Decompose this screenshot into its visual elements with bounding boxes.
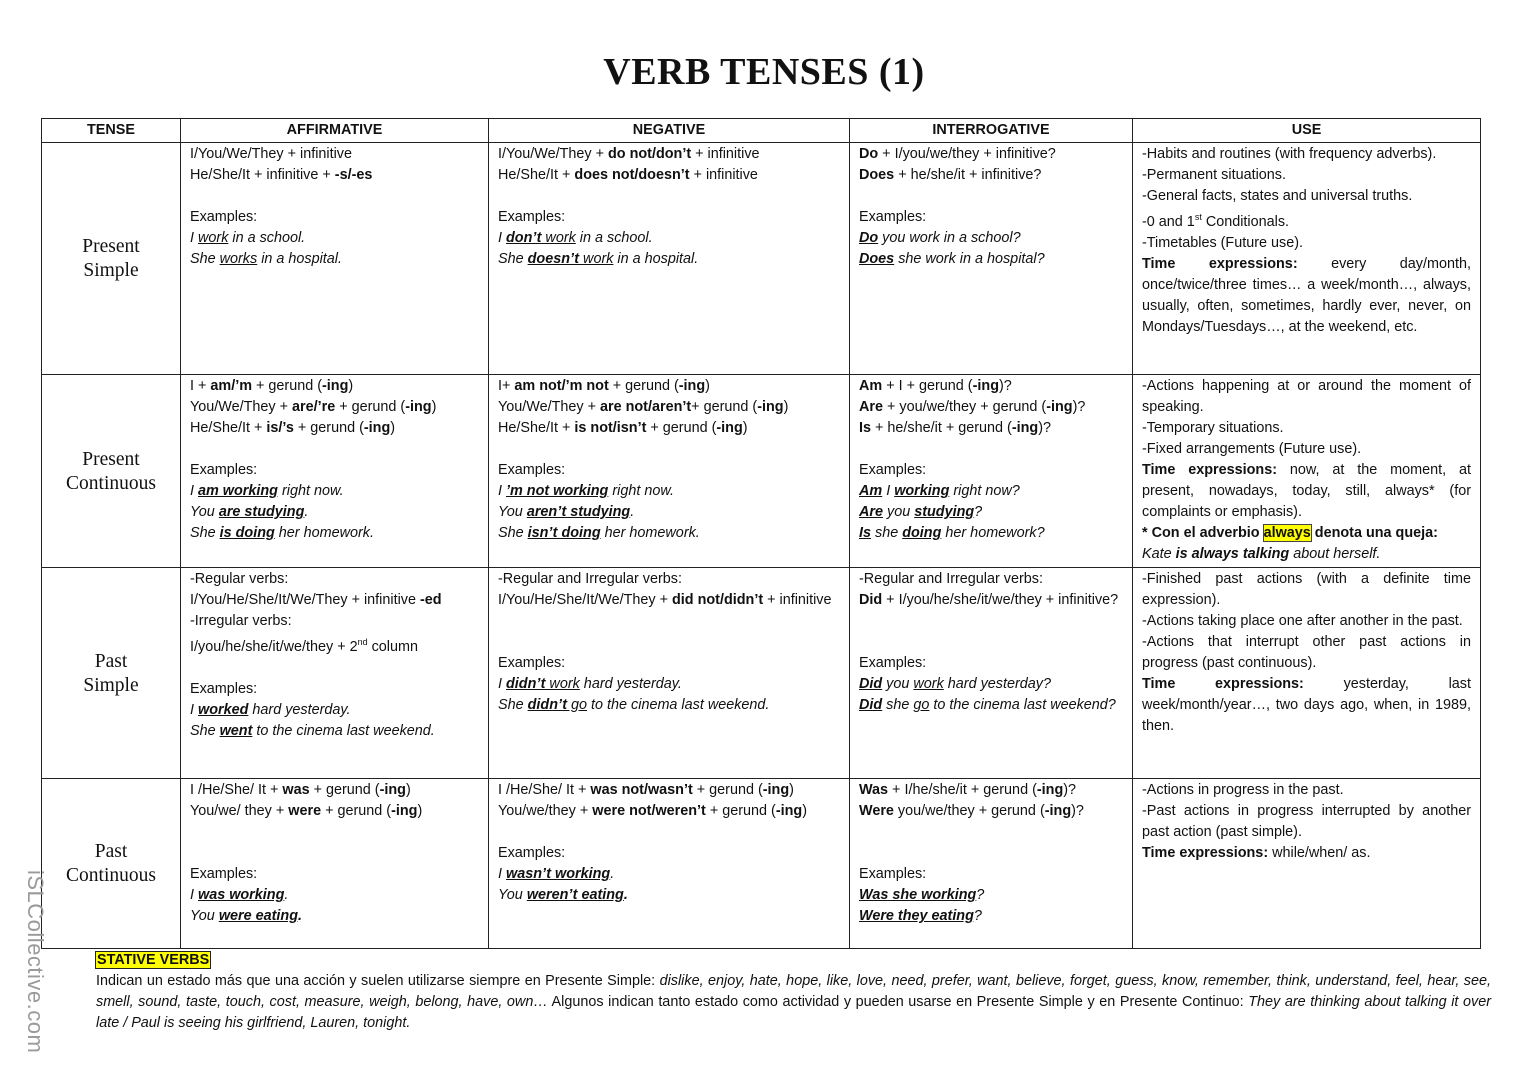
use-cell: -Actions in progress in the past. -Past actions in progress interrupted by another past action (past simple). Time expressions: while/when/ as. bbox=[1133, 779, 1481, 949]
interrogative-cell: Do + I/you/we/they + infinitive? Does + he/she/it + infinitive? Examples: Do you work in a school? Does she work in a hospital? bbox=[850, 143, 1133, 375]
use-cell: -Finished past actions (with a definite time expression). -Actions taking place one after another in the past. -Actions that interrupt other past actions in progress (past continuous). Time expressions: yesterday, last week/month/year…, two days ago, when, in 1989, then. bbox=[1133, 568, 1481, 779]
negative-cell: I /He/She/ It + was not/wasn’t + gerund (-ing) You/we/they + were not/weren’t + gerund (-ing) Examples: I wasn’t working. You weren’t eating. bbox=[489, 779, 850, 949]
header-tense: TENSE bbox=[42, 119, 181, 143]
watermark: iSLCollective.com bbox=[23, 870, 48, 1054]
negative-cell: -Regular and Irregular verbs: I/You/He/She/It/We/They + did not/didn’t + infinitive Examples: I didn’t work hard yesterday. She didn’t go to the cinema last weekend. bbox=[489, 568, 850, 779]
tense-name-present-continuous: Present Continuous bbox=[42, 375, 181, 568]
affirmative-cell: I + am/’m + gerund (-ing) You/We/They + are/’re + gerund (-ing) He/She/It + is/’s + gerund (-ing) Examples: I am working right now. You are studying. She is doing her homework. bbox=[181, 375, 489, 568]
header-affirmative: AFFIRMATIVE bbox=[181, 119, 489, 143]
verb-tenses-table bbox=[41, 118, 1481, 949]
header-use: USE bbox=[1133, 119, 1481, 143]
page-title: VERB TENSES (1) bbox=[603, 51, 925, 93]
affirmative-cell: I /He/She/ It + was + gerund (-ing) You/we/ they + were + gerund (-ing) Examples: I was working. You were eating. bbox=[181, 779, 489, 949]
table-row bbox=[42, 143, 1481, 375]
stative-examples: They are thinking about talking it over late / Paul is seeing his girlfriend, Lauren, tonight. bbox=[96, 994, 1491, 1031]
negative-cell: I/You/We/They + do not/don’t + infinitive He/She/It + does not/doesn’t + infinitive Examples: I don’t work in a school. She doesn’t work in a hospital. bbox=[489, 143, 850, 375]
tense-name-past-continuous: Past Continuous bbox=[42, 779, 181, 949]
affirmative-cell: I/You/We/They + infinitive He/She/It + infinitive + -s/-es Examples: I work in a school. She works in a hospital. bbox=[181, 143, 489, 375]
interrogative-cell: Am + I + gerund (-ing)? Are + you/we/they + gerund (-ing)? Is + he/she/it + gerund (-ing)? Examples: Am I working right now? Are you studying? Is she doing her homework? bbox=[850, 375, 1133, 568]
affirmative-cell: -Regular verbs: I/You/He/She/It/We/They + infinitive -ed -Irregular verbs: I/you/he/she/it/we/they + 2nd column Examples: I worked hard yesterday. She went to the cinema last weekend. bbox=[181, 568, 489, 779]
tense-name-past-simple: Past Simple bbox=[42, 568, 181, 779]
table-row bbox=[42, 375, 1481, 568]
use-cell: -Actions happening at or around the moment of speaking. -Temporary situations. -Fixed arrangements (Future use). Time expressions: now, at the moment, at present, nowadays, today, still, always* (for complaints or emphasis). * Con el adverbio always denota una queja: Kate is always talking about herself. bbox=[1133, 375, 1481, 568]
negative-cell: I+ am not/’m not + gerund (-ing) You/We/They + are not/aren’t+ gerund (-ing) He/She/It + is not/isn’t + gerund (-ing) Examples: I ’m not working right now. You aren’t studying. She isn’t doing her homework. bbox=[489, 375, 850, 568]
stative-verbs-heading: STATIVE VERBS bbox=[97, 952, 210, 968]
table-header-row bbox=[42, 119, 1481, 143]
tense-name-present-simple: Present Simple bbox=[42, 143, 181, 375]
stative-verbs-list: dislike, enjoy, hate, hope, like, love, need, prefer, want, believe, forget, guess, know, remember, think, understand, feel, hear, see, smell, sound, taste, touch, cost, measure, weigh, belong, have, own… bbox=[96, 973, 1491, 1010]
interrogative-cell: Was + I/he/she/it + gerund (-ing)? Were you/we/they + gerund (-ing)? Examples: Was she working? Were they eating? bbox=[850, 779, 1133, 949]
use-cell: -Habits and routines (with frequency adverbs). -Permanent situations. -General facts, states and universal truths. -0 and 1st Conditionals. -Timetables (Future use). Time expressions: every day/month, once/twice/three times… a week/month…, always, usually, often, sometimes, hardly ever, never, on Mondays/Tuesdays…, at the weekend, etc. bbox=[1133, 143, 1481, 375]
header-interrogative: INTERROGATIVE bbox=[850, 119, 1133, 143]
highlighted-always: always bbox=[1263, 525, 1311, 541]
table-row bbox=[42, 568, 1481, 779]
header-negative: NEGATIVE bbox=[489, 119, 850, 143]
stative-verbs-note: STATIVE VERBS Indican un estado más que una acción y suelen utilizarse siempre en Presente Simple: dislike, enjoy, hate, hope, like, love, need, prefer, want, believe, forget, guess, know, remember, think, understand, feel, hear, see, smell, sound, taste, touch, cost, measure, weigh, belong, have, own… Algunos indican tanto estado como actividad y pueden usarse en Presente Simple y en Presente Continuo: They are thinking about talking it over late / Paul is seeing his girlfriend, Lauren, tonight. bbox=[96, 952, 1491, 1031]
table-row bbox=[42, 779, 1481, 949]
interrogative-cell: -Regular and Irregular verbs: Did + I/you/he/she/it/we/they + infinitive? Examples: Did you work hard yesterday? Did she go to the cinema last weekend? bbox=[850, 568, 1133, 779]
